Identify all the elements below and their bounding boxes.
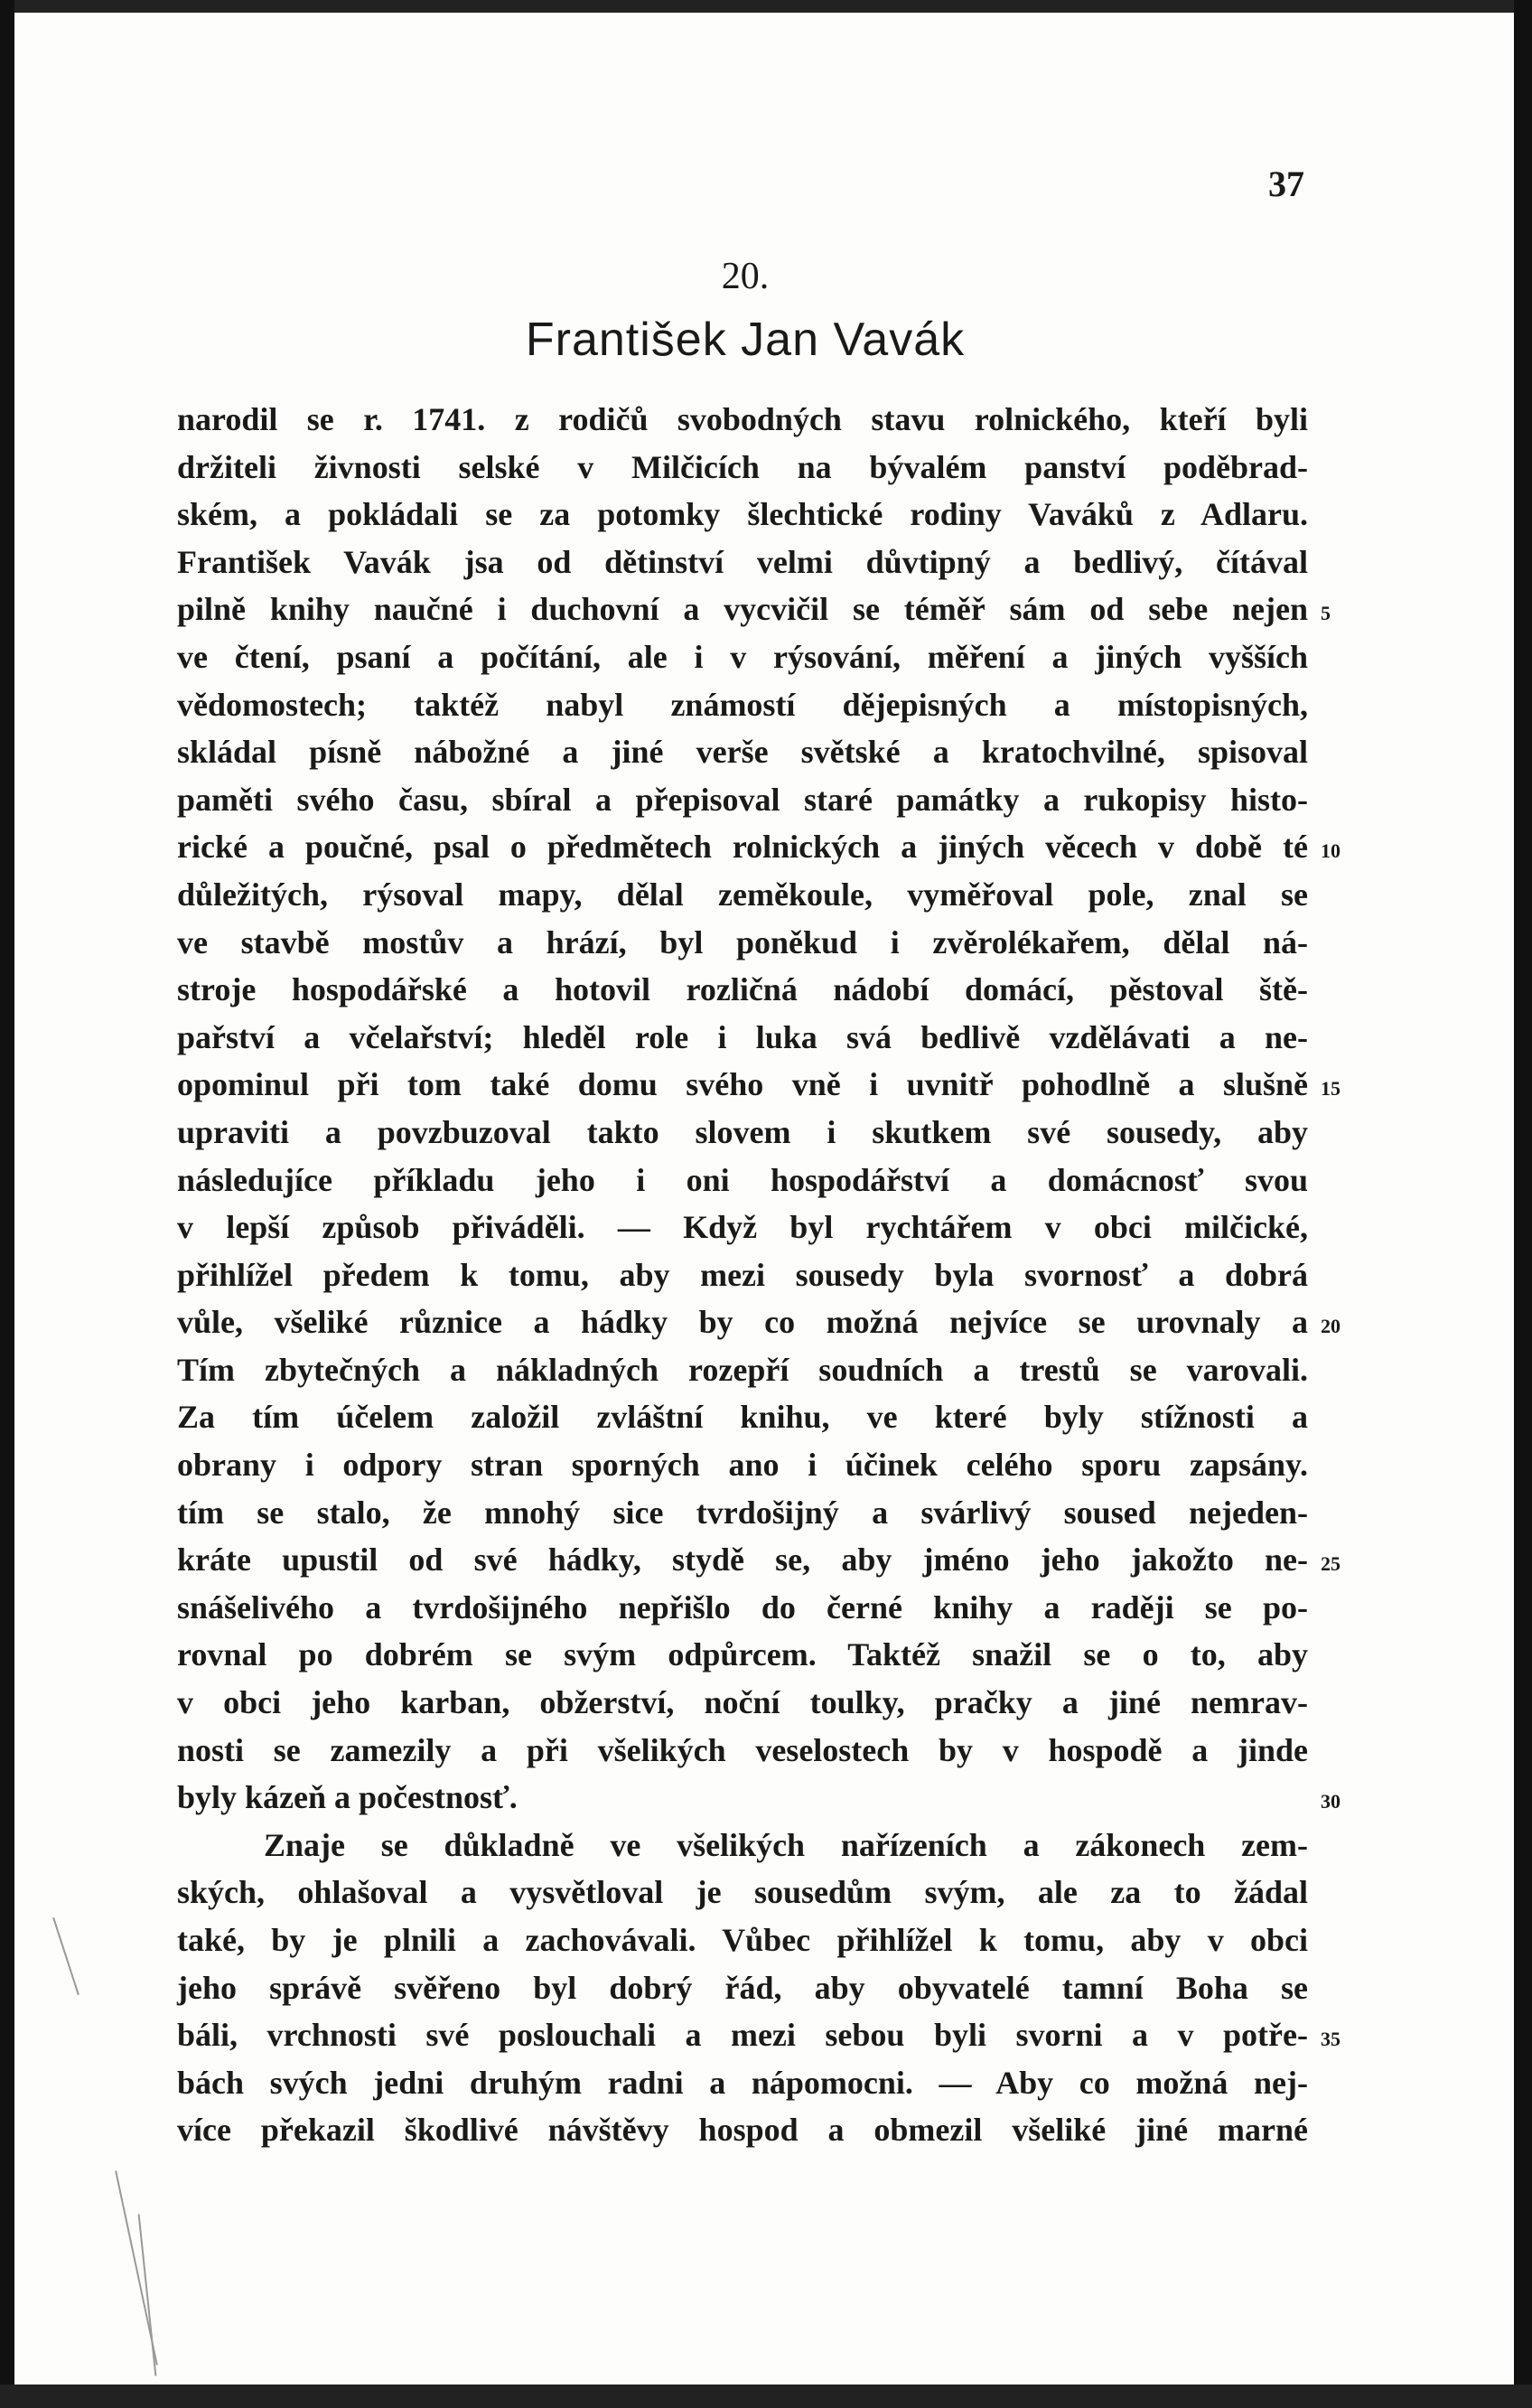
- text-line: následujíce příkladu jeho i oni hospodářství a domácnosť svou: [177, 1161, 1308, 1198]
- text-line: paměti svého času, sbíral a přepisoval staré památky a rukopisy histo-: [177, 781, 1308, 818]
- text-line: v obci jeho karban, obžerství, noční toulky, pračky a jiné nemrav-: [177, 1684, 1308, 1721]
- text-line: Za tím účelem založil zvláštní knihu, ve které byly stížnosti a: [177, 1399, 1308, 1436]
- text-line: František Vavák jsa od dětinství velmi důvtipný a bedlivý, čítával: [177, 543, 1308, 580]
- line-number-marker: 30: [1321, 1790, 1340, 1813]
- text-line: ském, a pokládali se za potomky šlechtické rodiny Vaváků z Adlaru.: [177, 496, 1308, 533]
- scan-border-bottom: [0, 2385, 1532, 2408]
- text-line: vůle, všeliké různice a hádky by co možná nejvíce se urovnaly a: [177, 1304, 1308, 1341]
- text-line: jeho správě svěřeno byl dobrý řád, aby obyvatelé tamní Boha se: [177, 1969, 1308, 2006]
- text-line: pařství a včelařství; hleděl role i luka svá bedlivě vzdělávati a ne-: [177, 1018, 1308, 1055]
- text-line: nosti se zamezily a při všelikých veselostech by v hospodě a jinde: [177, 1731, 1308, 1768]
- text-line: opominul při tom také domu svého vně i uvnitř pohodlně a slušně: [177, 1066, 1308, 1103]
- text-line: rické a poučné, psal o předmětech rolnických a jiných věcech v době té: [177, 829, 1308, 866]
- text-line: důležitých, rýsoval mapy, dělal zeměkoule, vyměřoval pole, znal se: [177, 876, 1308, 913]
- text-line: Znaje se důkladně ve všelikých nařízeních a zákonech zem-: [264, 1826, 1308, 1863]
- text-line: rovnal po dobrém se svým odpůrcem. Taktéž snažil se o to, aby: [177, 1636, 1308, 1673]
- text-line: byly kázeň a počestnosť.: [177, 1779, 518, 1816]
- text-line: tím se stalo, že mnohý sice tvrdošijný a svárlivý soused nejeden-: [177, 1494, 1308, 1531]
- text-line: bách svých jedni druhým radni a nápomocni. — Aby co možná nej-: [177, 2064, 1308, 2101]
- line-number-marker: 35: [1321, 2028, 1340, 2050]
- text-line: vědomostech; taktéž nabyl známostí dějepisných a místopisných,: [177, 686, 1308, 723]
- text-line: také, by je plnili a zachovávali. Vůbec přihlížel k tomu, aby v obci: [177, 1922, 1308, 1958]
- line-number-marker: 10: [1321, 839, 1340, 862]
- line-number-marker: 25: [1321, 1552, 1340, 1575]
- text-line: narodil se r. 1741. z rodičů svobodných stavu rolnického, kteří byli: [177, 401, 1308, 437]
- chapter-number: 20.: [721, 256, 770, 297]
- line-number-marker: 5: [1321, 602, 1331, 624]
- scan-border-top: [0, 0, 1532, 13]
- pencil-mark: [52, 1917, 79, 1995]
- scan-border-right: [1514, 0, 1532, 2408]
- text-line: pilně knihy naučné i duchovní a vycvičil se téměř sám od sebe nejen: [177, 591, 1308, 628]
- text-line: stroje hospodářské a hotovil rozličná nádobí domácí, pěstoval ště-: [177, 971, 1308, 1008]
- text-line: báli, vrchnosti své poslouchali a mezi sebou byli svorni a v potře-: [177, 2017, 1308, 2054]
- text-line: Tím zbytečných a nákladných rozepří soudních a trestů se varovali.: [177, 1351, 1308, 1388]
- text-line: držiteli živnosti selské v Milčicích na bývalém panství poděbrad-: [177, 448, 1308, 485]
- text-line: v lepší způsob přiváděli. — Když byl rychtářem v obci milčické,: [177, 1209, 1308, 1246]
- text-line: skládal písně nábožné a jiné verše světské a kratochvilné, spisoval: [177, 734, 1308, 771]
- text-line: přihlížel předem k tomu, aby mezi sousedy byla svornosť a dobrá: [177, 1256, 1308, 1293]
- text-line: ve stavbě mostův a hrází, byl poněkud i zvěrolékařem, dělal ná-: [177, 923, 1308, 960]
- page-number: 37: [1268, 164, 1304, 204]
- chapter-title: František Jan Vavák: [525, 314, 966, 366]
- line-number-marker: 15: [1321, 1077, 1340, 1100]
- text-line: obrany i odpory stran sporných ano i účinek celého sporu zapsány.: [177, 1447, 1308, 1484]
- text-line: ských, ohlašoval a vysvětloval je sousedům svým, ale za to žádal: [177, 1874, 1308, 1911]
- body-text: [177, 396, 1308, 2154]
- text-line: více překazil škodlivé návštěvy hospod a obmezil všeliké jiné marné: [177, 2112, 1308, 2149]
- text-line: upraviti a povzbuzoval takto slovem i skutkem své sousedy, aby: [177, 1113, 1308, 1150]
- text-line: snášelivého a tvrdošijného nepřišlo do černé knihy a raději se po-: [177, 1588, 1308, 1626]
- line-number-marker: 20: [1321, 1315, 1340, 1337]
- text-line: ve čtení, psaní a počítání, ale i v rýsování, měření a jiných vyšších: [177, 638, 1308, 675]
- text-line: kráte upustil od své hádky, stydě se, aby jméno jeho jakožto ne-: [177, 1541, 1308, 1579]
